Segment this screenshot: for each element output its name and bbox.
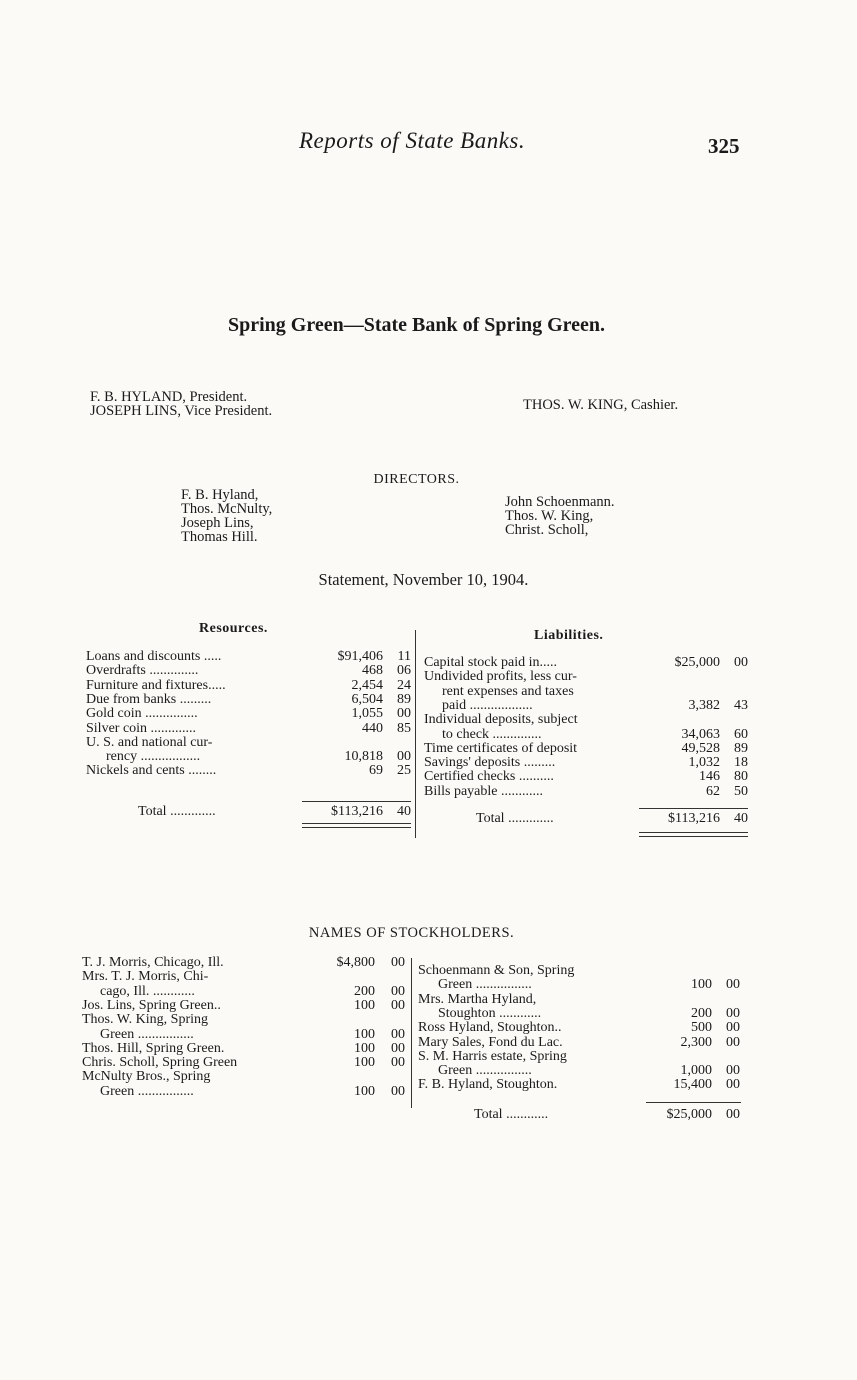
row-label: T. J. Morris, Chicago, Ill. [82,955,224,970]
row-cents: 00 [726,977,740,993]
row-dollars: 100 [354,997,375,1013]
row-label: Ross Hyland, Stoughton.. [418,1020,562,1036]
row-cents: 11 [397,649,411,664]
liabilities-row [424,699,750,713]
running-head [0,128,857,164]
resources-row [86,707,413,721]
director-name: Thos. McNulty, [181,501,273,517]
row-cents: 00 [391,1083,405,1099]
row-cents: 06 [397,663,411,679]
stockholder-row [418,1078,742,1092]
stockholder-row [82,1013,405,1027]
row-dollars: 10,818 [344,749,383,765]
stockholder-row [82,970,405,984]
row-dollars: 500 [691,1020,712,1036]
row-dollars: 62 [706,783,720,799]
row-cents: 00 [391,1040,405,1056]
row-cents: 50 [734,783,748,799]
row-dollars: 100 [354,1083,375,1099]
director-name: Christ. Scholl, [505,522,589,538]
officers-left [90,390,272,418]
director-name: F. B. Hyland, [181,487,259,503]
row-cents: 00 [397,749,411,765]
row-dollars: 100 [691,977,712,993]
column-divider [415,630,416,838]
stockholder-row [418,1064,742,1078]
resources-row [86,764,413,778]
liabilities-row [424,656,750,670]
resources-row [86,650,413,664]
row-cents: 00 [391,955,405,970]
director-name: Joseph Lins, [181,515,254,531]
liabilities-total-dollars: $113,216 [668,811,720,826]
row-dollars: 468 [362,663,383,679]
liabilities-total-rule [639,808,748,809]
row-label: rent expenses and taxes [442,683,574,699]
row-label: McNulty Bros., Spring [82,1069,211,1085]
row-dollars: 49,528 [681,740,720,756]
liabilities-row [424,713,750,727]
stockholder-row [82,1056,405,1070]
row-label: Bills payable ............ [424,783,543,799]
row-cents: 00 [726,1020,740,1036]
row-label: Green ................ [100,1083,194,1099]
row-cents: 89 [397,691,411,707]
row-label: Green ................ [438,977,532,993]
stockholder-row [418,1036,742,1050]
row-cents: 25 [397,763,411,779]
liabilities-row [424,685,750,699]
row-dollars: 100 [354,1040,375,1056]
row-label: Mary Sales, Fond du Lac. [418,1034,563,1050]
row-label: Chris. Scholl, Spring Green [82,1055,238,1071]
row-dollars: 1,055 [351,706,383,722]
stockholders-column-divider [411,958,412,1108]
row-cents: 60 [734,726,748,742]
liabilities-row [424,785,750,799]
row-label: Nickels and cents ........ [86,763,217,779]
row-dollars: 200 [691,1005,712,1021]
row-cents: 00 [726,1034,740,1050]
stockholder-row [82,1070,405,1084]
row-cents: 24 [397,677,411,693]
stockholder-row [82,999,405,1013]
resources-row [86,679,413,693]
row-cents: 80 [734,769,748,785]
row-label: Thos. Hill, Spring Green. [82,1040,225,1056]
page-number: 325 [708,134,740,158]
row-label: Schoenmann & Son, Spring [418,963,575,978]
stockholder-row [418,993,742,1007]
resources-heading: Resources. [199,621,268,636]
directors-right-list [505,495,615,537]
row-cents: 18 [734,755,748,771]
row-label: Gold coin ............... [86,706,198,722]
director-name: John Schoenmann. [505,494,615,510]
row-label: Due from banks ......... [86,691,212,707]
row-label: to check .............. [442,726,542,742]
row-dollars: 100 [354,1026,375,1042]
liabilities-double-rule-a [639,832,748,833]
stockholder-row [418,978,742,992]
row-label: F. B. Hyland, Stoughton. [418,1077,558,1093]
stockholder-row [418,1050,742,1064]
row-cents: 00 [391,983,405,999]
row-label: Overdrafts .............. [86,663,199,679]
resources-total-label: Total ............. [138,804,216,819]
resources-row [86,736,413,750]
row-cents: 00 [734,655,748,670]
statement-date: Statement, November 10, 1904. [318,570,529,589]
stockholder-row [82,985,405,999]
row-dollars: 146 [699,769,720,785]
stockholders-total-cents: 00 [726,1107,740,1122]
row-label: Jos. Lins, Spring Green.. [82,997,221,1013]
liabilities-heading: Liabilities. [534,628,604,643]
row-cents: 00 [726,1077,740,1093]
row-label: paid .................. [442,697,533,713]
row-dollars: 3,382 [688,697,720,713]
liabilities-total-cents: 40 [734,811,748,826]
liabilities-row [424,742,750,756]
row-dollars: $4,800 [336,955,375,970]
row-dollars: 1,032 [688,755,720,771]
stockholder-row [82,1085,405,1099]
stockholder-row [418,1007,742,1021]
row-label: Undivided profits, less cur- [424,669,577,685]
resources-total-rule [302,801,411,802]
resources-row [86,750,413,764]
liabilities-row [424,728,750,742]
row-dollars: 2,300 [680,1034,712,1050]
row-cents: 00 [397,706,411,722]
directors-heading: DIRECTORS. [373,472,460,487]
row-cents: 85 [397,720,411,736]
stockholders-total-dollars: $25,000 [666,1107,712,1122]
row-label: Green ................ [438,1063,532,1079]
stockholders-heading: NAMES OF STOCKHOLDERS. [308,925,515,941]
row-cents: 43 [734,697,748,713]
vice-president-line: JOSEPH LINS, Vice President. [90,403,273,419]
row-cents: 00 [726,1063,740,1079]
row-label: Individual deposits, subject [424,712,578,728]
row-label: S. M. Harris estate, Spring [418,1048,567,1064]
liabilities-total-row [476,812,750,826]
row-dollars: 15,400 [673,1077,712,1093]
liabilities-row [424,770,750,784]
row-cents: 00 [391,997,405,1013]
row-cents: 00 [726,1005,740,1021]
row-cents: 89 [734,740,748,756]
resources-total-cents: 40 [397,804,411,819]
row-label: Time certificates of deposit [424,740,578,756]
resources-double-rule-b [302,827,411,828]
row-label: Mrs. T. J. Morris, Chi- [82,969,209,985]
resources-total-row [138,805,413,819]
stockholders-total-row [474,1108,742,1122]
row-label: Loans and discounts ..... [86,649,222,664]
row-label: Stoughton ............ [438,1005,542,1021]
row-dollars: 440 [362,720,383,736]
stockholder-row [82,1042,405,1056]
row-label: Green ................ [100,1026,194,1042]
row-dollars: 100 [354,1055,375,1071]
row-label: Furniture and fixtures..... [86,677,226,693]
row-dollars: 200 [354,983,375,999]
stockholder-row [418,964,742,978]
directors-left-list [181,488,272,544]
row-label: Thos. W. King, Spring [82,1012,209,1028]
director-name: Thomas Hill. [181,529,258,545]
row-dollars: 34,063 [681,726,720,742]
row-cents: 00 [391,1055,405,1071]
row-label: U. S. and national cur- [86,734,213,750]
liabilities-row [424,670,750,684]
row-label: rency ................. [106,749,201,765]
stockholder-row [418,1021,742,1035]
row-dollars: 2,454 [351,677,383,693]
cashier-line: THOS. W. KING, Cashier. [523,397,679,413]
resources-row [86,722,413,736]
row-label: Mrs. Martha Hyland, [418,991,537,1007]
stockholder-row [82,956,405,970]
resources-row [86,664,413,678]
row-dollars: $91,406 [337,649,383,664]
director-name: Thos. W. King, [505,508,594,524]
row-dollars: 6,504 [351,691,383,707]
liabilities-row [424,756,750,770]
liabilities-double-rule-b [639,836,748,837]
row-label: Certified checks .......... [424,769,554,785]
liabilities-total-label: Total ............. [476,811,554,826]
president-line: F. B. HYLAND, President. [90,389,248,405]
running-title: Reports of State Banks. [299,128,526,153]
stockholder-row [82,1028,405,1042]
row-dollars: 1,000 [680,1063,712,1079]
row-label: Savings' deposits ......... [424,755,556,771]
resources-double-rule-a [302,823,411,824]
resources-row [86,693,413,707]
stockholders-total-label: Total ............ [474,1107,549,1122]
row-label: Capital stock paid in..... [424,655,557,670]
row-label: Silver coin ............. [86,720,197,736]
row-label: cago, Ill. ............ [100,983,195,999]
bank-title: Spring Green—State Bank of Spring Green. [227,314,606,336]
row-dollars: 69 [369,763,383,779]
resources-total-dollars: $113,216 [331,804,383,819]
row-cents: 00 [391,1026,405,1042]
stockholders-total-rule [646,1102,741,1103]
row-dollars: $25,000 [674,655,720,670]
